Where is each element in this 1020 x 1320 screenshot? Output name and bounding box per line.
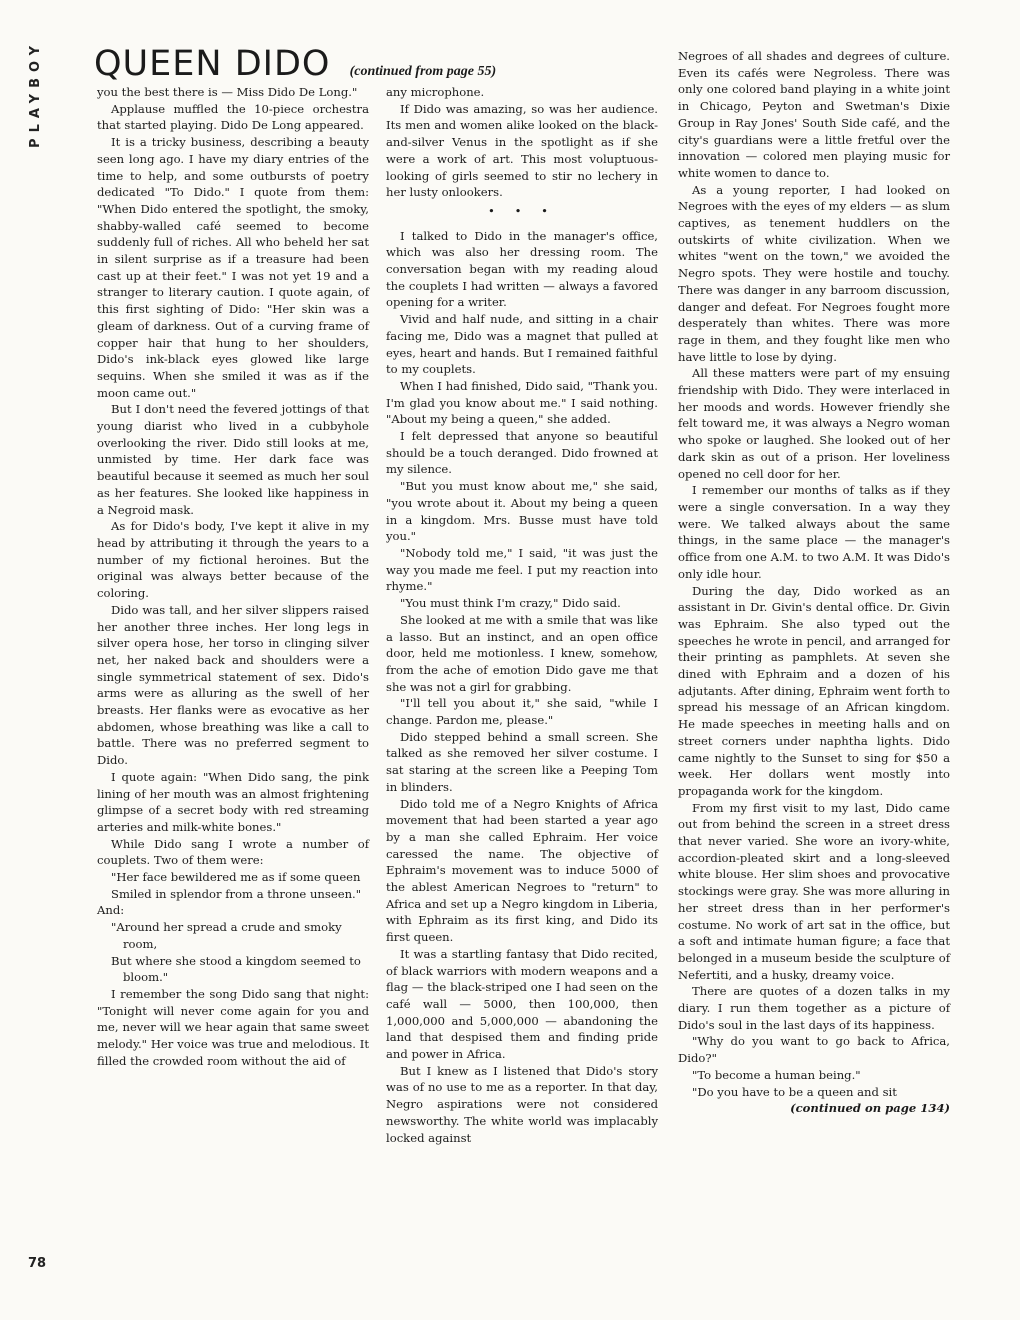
section-break: • • •	[488, 203, 556, 218]
paragraph: During the day, Dido worked as an assistant in Dr. Givin's dental office. Dr. Givin was Ephraim. She also typed out the speeches he wrote in pencil, and arranged for their printing as pamphlets. At seven she dined with Ephraim and a dozen of his adjutants. After dining, Ephraim went forth to spread his message of an African kingdom. He made speeches in meeting halls and on street corners under naphtha lights. Dido came nightly to the Sunset to sing for $50 a week. Her dollars went mostly into propaganda work for the kingdom.	[678, 583, 950, 798]
continued-from-note: (continued from page 55)	[349, 64, 497, 79]
paragraph: But I don't need the fevered jottings of that young diarist who lived in a cubbyhole overlooking the river. Dido still looks at me, unmisted by time. Her dark face was beautiful because it seemed as much her soul as her features. She looked like happiness in a Negroid mask.	[97, 402, 369, 517]
article-headline	[94, 44, 496, 84]
magazine-brand: PLAYBOY	[28, 40, 43, 148]
verse-line: Smiled in splendor from a throne unseen."	[111, 886, 362, 901]
paragraph: I remember the song Dido sang that night: "Tonight will never come again for you and me, never will we hear again that same sweet melody." Her voice was true and melodious. It filled the crowded room without the aid of	[97, 986, 369, 1068]
paragraph: Dido told me of a Negro Knights of Africa movement that had been started a year ago by a man she called Ephraim. Her voice caressed the name. The objective of Ephraim's movement was to induce 5000 of the ablest American Negroes to "return" to Africa and set up a Negro kingdom in Liberia, with Ephraim as its first king, and Dido its first queen.	[386, 796, 658, 945]
paragraph: She looked at me with a smile that was like a lasso. But an instinct, and an open office door, held me motionless. I knew, somehow, from the ache of emotion Dido gave me that she was not a girl for grabbing.	[386, 612, 658, 694]
paragraph: Vivid and half nude, and sitting in a chair facing me, Dido was a magnet that pulled at eyes, heart and hands. But I remained faithful to my couplets.	[386, 312, 658, 377]
paragraph: When I had finished, Dido said, "Thank you. I'm glad you know about me." I said nothing. "About my being a queen," she added.	[386, 378, 658, 427]
verse-line: "Around her spread a crude and smoky room,	[111, 920, 342, 951]
verse-line: "Her face bewildered me as if some queen	[111, 870, 361, 885]
paragraph: All these matters were part of my ensuing friendship with Dido. They were interlaced in her moods and words. However friendly she felt toward me, it was always a Negro woman who spoke or laughed. She looked out of her dark skin as out of a prison. Her loveliness opened no cell door for her.	[678, 366, 950, 481]
paragraph: It was a startling fantasy that Dido recited, of black warriors with modern weapons and a flag — the black-striped one I had seen on the café wall — 5000, then 100,000, then 1,000,000 and 5,000,000 — abandoning the land that despised them and finding pride and power in Africa.	[386, 946, 658, 1062]
paragraph: "Nobody told me," I said, "it was just the way you made me feel. I put my reaction into rhyme."	[386, 545, 658, 594]
paragraph: Applause muffled the 10-piece orchestra that started playing. Dido De Long appeared.	[97, 101, 369, 133]
continued-on-note: (continued on page 134)	[790, 1101, 950, 1116]
verse-line: But where she stood a kingdom seemed to bloom."	[111, 953, 361, 985]
paragraph: I quote again: "When Dido sang, the pink lining of her mouth was an almost frightening glimpse of a secret body with red streaming arteries and milk-white bones."	[97, 769, 369, 834]
paragraph: As for Dido's body, I've kept it alive in my head by attributing it through the years to a number of my fictional heroines. But the original was always better because of the coloring.	[97, 519, 369, 601]
paragraph: "You must think I'm crazy," Dido said.	[400, 596, 621, 611]
paragraph: But I knew as I listened that Dido's story was of no use to me as a reporter. In that day, Negro aspirations were not considered newsworthy. The white world was implacably locked against	[386, 1063, 658, 1145]
paragraph: Negroes of all shades and degrees of culture. Even its cafés were Negroless. There was only one colored band playing in a white joint in Chicago, Peyton and Swetman's Dixie Group in Ray Jones' South Side café, and the city's guardians were a little fretful over the innovation — colored men playing music for white women to dance to.	[678, 49, 950, 180]
paragraph: any microphone.	[386, 85, 485, 99]
text-column-3	[678, 48, 950, 1117]
paragraph: Dido was tall, and her silver slippers raised her another three inches. Her long legs in silver opera hose, her torso in clinging silver net, her naked back and shoulders were a single symmetrical statement of sex. Dido's arms were as alluring as the swell of her breasts. Her flanks were as evocative as her abdomen, whose breathing was like a call to battle. There was no preferred segment to Dido.	[97, 602, 369, 768]
paragraph: I felt depressed that anyone so beautiful should be a touch deranged. Dido frowned at my silence.	[386, 429, 658, 477]
paragraph: "Why do you want to go back to Africa, Dido?"	[678, 1034, 950, 1066]
paragraph: I talked to Dido in the manager's office, which was also her dressing room. The conversation began with my reading aloud the couplets I had written — always a favored opening for a writer.	[386, 228, 658, 310]
paragraph: It is a tricky business, describing a beauty seen long ago. I have my diary entries of the time to help, and some outbursts of poetry dedicated "To Dido." I quote from them: "When Dido entered the spotlight, the smoky, shabby-walled café seemed to become suddenly full of riches. All who beheld her sat in silent surprise as if a treasure had been cast up at their feet." I was not yet 19 and a stranger to literary caution. I quote again, of this first sighting of Dido: "Her skin was a gleam of darkness. Out of a curving frame of copper hair that hung to her shoulders, Dido's ink-black eyes glowed like large sequins. When she smiled it was as if the moon came out."	[97, 135, 369, 400]
page-number: 78	[28, 1256, 47, 1271]
paragraph: While Dido sang I wrote a number of couplets. Two of them were:	[97, 836, 369, 868]
paragraph: From my first visit to my last, Dido came out from behind the screen in a street dress that never varied. She wore an ivory-white, accordion-pleated skirt and a long-sleeved white blouse. Her slim shoes and provocative stockings were gray. She was more alluring in her street dress than in her performer's costume. No work of art sat in the office, but a soft and intimate human figure; a face that belonged in a museum beside the sculpture of Nefertiti, and a husky, dreamy voice.	[678, 800, 950, 982]
paragraph: Dido stepped behind a small screen. She talked as she removed her silver costume. I sat staring at the screen like a Peeping Tom in blinders.	[386, 729, 658, 794]
paragraph: There are quotes of a dozen talks in my diary. I run them together as a picture of Dido's soul in the last days of its happiness.	[678, 984, 950, 1032]
paragraph: "Do you have to be a queen and sit	[692, 1084, 897, 1099]
paragraph: "But you must know about me," she said, "you wrote about it. About my being a queen in a kingdom. Mrs. Busse must have told you."	[386, 479, 658, 544]
paragraph: I remember our months of talks as if they were a single conversation. In a way they were. We talked always about the same things, in the same place — the manager's office from one A.M. to two A.M. It was Dido's only idle hour.	[678, 483, 950, 581]
paragraph: you the best there is — Miss Dido De Long."	[97, 85, 358, 99]
paragraph: If Dido was amazing, so was her audience. Its men and women alike looked on the black-and-silver Venus in the spotlight as if she were a work of art. This most voluptuous-looking of girls seemed to stir no lechery in her lusty onlookers.	[386, 101, 658, 200]
text-column-1	[97, 84, 369, 1069]
text-column-2	[386, 84, 658, 1146]
article-title: QUEEN DIDO	[94, 44, 331, 84]
paragraph: "I'll tell you about it," she said, "while I change. Pardon me, please."	[386, 696, 658, 728]
paragraph: "To become a human being."	[692, 1067, 861, 1082]
paragraph: As a young reporter, I had looked on Negroes with the eyes of my elders — as slum captives, as tenement huddlers on the outskirts of white civilization. When we whites "went on the town," we avoided the Negro spots. They were hostile and touchy. There was danger in any barroom discussion, danger and defeat. For Negroes fought more desperately than whites. There was more rage in them, and they fought like men who have little to lose by dying.	[678, 182, 950, 364]
paragraph: And:	[97, 903, 125, 918]
